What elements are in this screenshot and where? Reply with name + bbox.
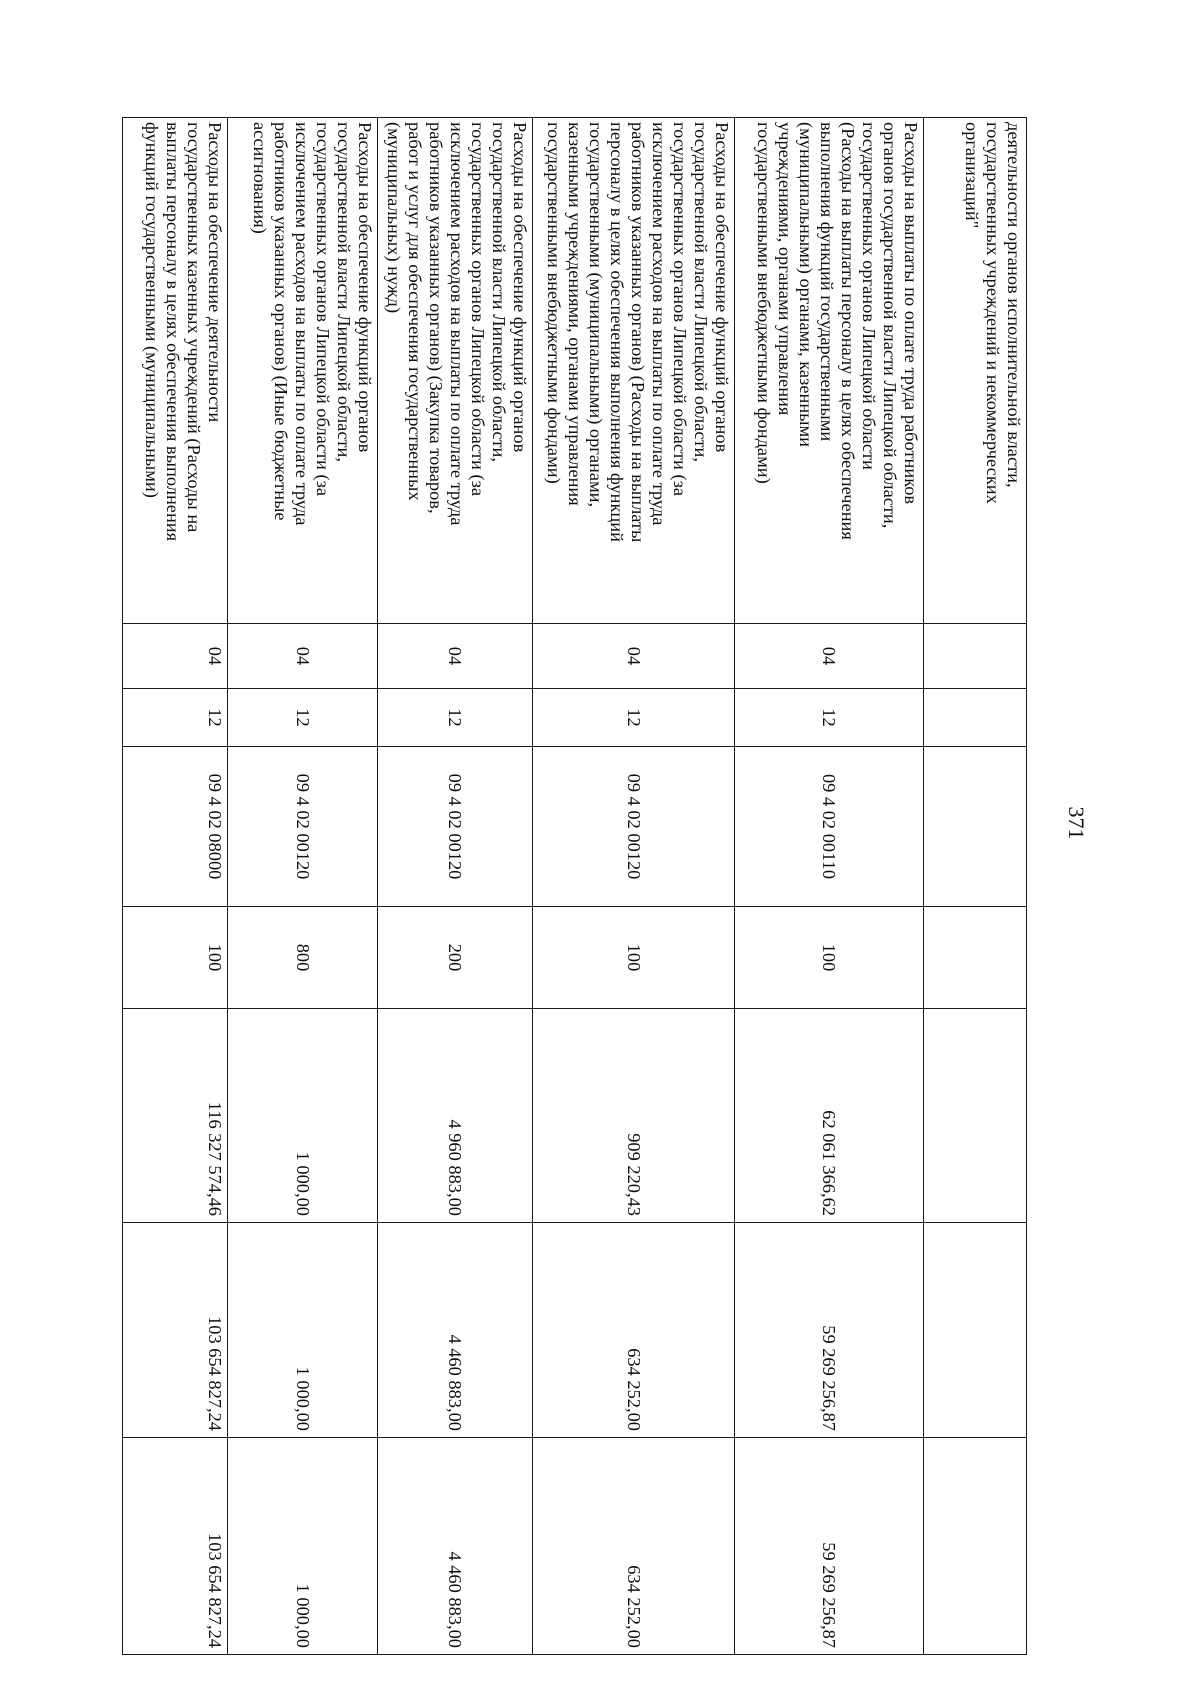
row-subsection: 12 xyxy=(228,689,378,747)
row-subsection: 12 xyxy=(123,689,228,747)
row-sum-3: 634 252,00 xyxy=(533,1438,735,1655)
table-row xyxy=(228,118,378,1655)
row-section: 04 xyxy=(123,624,228,689)
budget-table xyxy=(122,117,1027,1655)
row-description: Расходы на обеспечение функций органов государственной власти Липецкой области, государственных органов Липецкой области (за исключением расходов на выплаты по оплате труда работников указанных органов) (Закупка товаров, работ и услуг для обеспечения государственных (муниципальных) нужд) xyxy=(378,118,533,624)
row-sum-2: 1 000,00 xyxy=(228,1223,378,1438)
row-sum-2: 4 460 883,00 xyxy=(378,1223,533,1438)
row-target-code: 09 4 02 00120 xyxy=(378,747,533,907)
table-row xyxy=(123,118,228,1655)
row-sum-1: 4 960 883,00 xyxy=(378,1009,533,1223)
row-section: 04 xyxy=(735,624,924,689)
row-target-code: 09 4 02 00110 xyxy=(735,747,924,907)
row-section: 04 xyxy=(228,624,378,689)
table-row xyxy=(378,118,533,1655)
row-target-code: 09 4 02 00120 xyxy=(228,747,378,907)
row-expense-type: 100 xyxy=(533,907,735,1009)
row-section: 04 xyxy=(533,624,735,689)
budget-table-rotated xyxy=(123,117,1027,1654)
row-expense-type: 100 xyxy=(123,907,228,1009)
row-expense-type xyxy=(924,907,1027,1009)
row-subsection: 12 xyxy=(533,689,735,747)
row-target-code xyxy=(924,747,1027,907)
row-sum-3: 103 654 827,24 xyxy=(123,1438,228,1655)
row-description: Расходы на обеспечение функций органов государственной власти Липецкой области, государственных органов Липецкой области (за исключением расходов на выплаты по оплате труда работников указанных органов) (Расходы на выплаты персоналу в целях обеспечения выполнения функций государственными (муниципальными) органами, казенными учреждениями, органами управления государственными внебюджетными фондами) xyxy=(533,118,735,624)
row-subsection: 12 xyxy=(735,689,924,747)
row-expense-type: 100 xyxy=(735,907,924,1009)
row-description: Расходы на обеспечение функций органов государственной власти Липецкой области, государственных органов Липецкой области (за исключением расходов на выплаты по оплате труда работников указанных органов) (Иные бюджетные ассигнования) xyxy=(228,118,378,624)
row-expense-type: 800 xyxy=(228,907,378,1009)
row-subsection: 12 xyxy=(378,689,533,747)
table-row xyxy=(533,118,735,1655)
row-sum-2 xyxy=(924,1223,1027,1438)
page-number: 371 xyxy=(1064,806,1089,840)
row-sum-1: 909 220,43 xyxy=(533,1009,735,1223)
row-section: 04 xyxy=(378,624,533,689)
row-sum-3 xyxy=(924,1438,1027,1655)
table-row xyxy=(924,118,1027,1655)
table-row xyxy=(735,118,924,1655)
row-sum-3: 4 460 883,00 xyxy=(378,1438,533,1655)
row-sum-2: 634 252,00 xyxy=(533,1223,735,1438)
row-sum-1 xyxy=(924,1009,1027,1223)
row-target-code: 09 4 02 00120 xyxy=(533,747,735,907)
row-description: деятельности органов исполнительной власти, государственных учреждений и некоммерческих организаций" xyxy=(924,118,1027,624)
budget-table-container xyxy=(123,117,1027,1654)
row-description: Расходы на обеспечение деятельности государственных казенных учреждений (Расходы на выплаты персоналу в целях обеспечения выполнения функций государственными (муниципальными) xyxy=(123,118,228,624)
row-sum-1: 1 000,00 xyxy=(228,1009,378,1223)
row-subsection xyxy=(924,689,1027,747)
row-sum-1: 116 327 574,46 xyxy=(123,1009,228,1223)
row-section xyxy=(924,624,1027,689)
row-sum-3: 1 000,00 xyxy=(228,1438,378,1655)
row-sum-3: 59 269 256,87 xyxy=(735,1438,924,1655)
row-target-code: 09 4 02 08000 xyxy=(123,747,228,907)
row-sum-1: 62 061 366,62 xyxy=(735,1009,924,1223)
row-expense-type: 200 xyxy=(378,907,533,1009)
row-description: Расходы на выплаты по оплате труда работников органов государственной власти Липецкой области, государственных органов Липецкой области (Расходы на выплаты персоналу в целях обеспечения выполнения функций государственными (муниципальными) органами, казенными учреждениями, органами управления государственными внебюджетными фондами) xyxy=(735,118,924,624)
row-sum-2: 103 654 827,24 xyxy=(123,1223,228,1438)
row-sum-2: 59 269 256,87 xyxy=(735,1223,924,1438)
